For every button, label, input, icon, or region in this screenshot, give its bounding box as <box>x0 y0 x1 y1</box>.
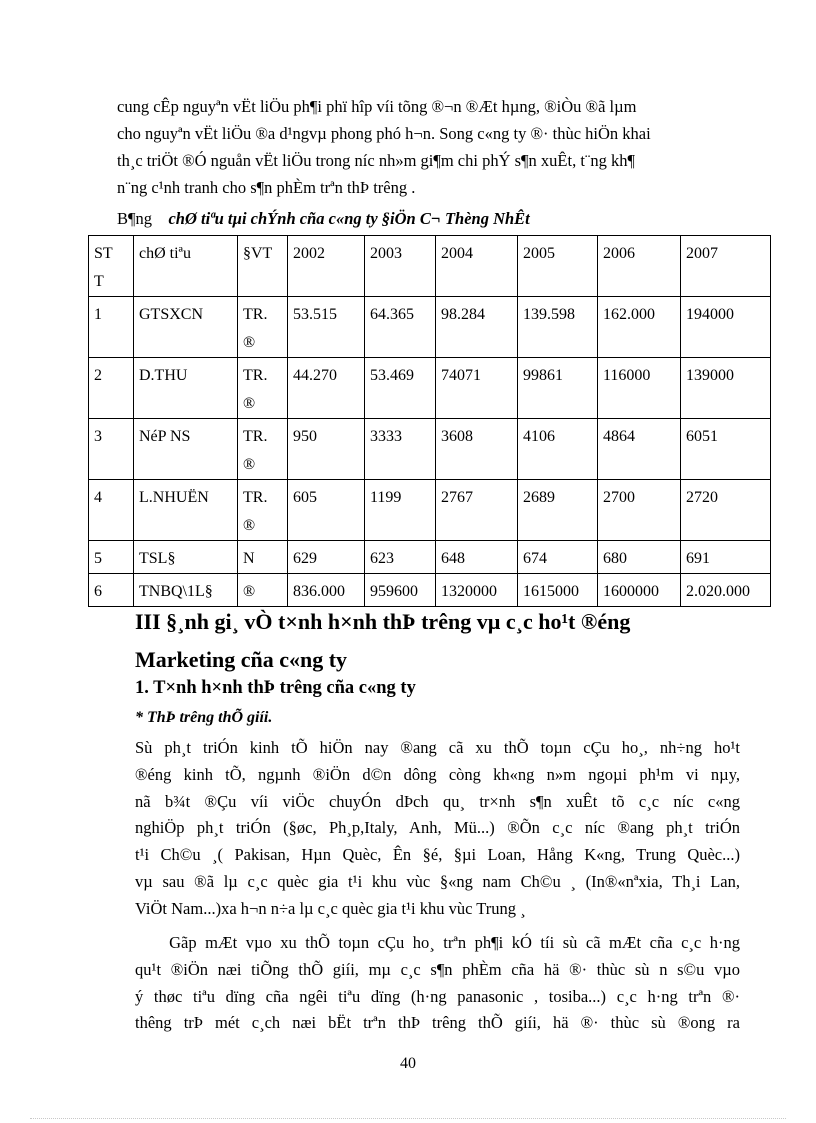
text-line: th¸c triÖt ®Ó nguån vËt liÖu trong níc nh»m gi¶m chi phÝ s¶n xuÊt, t¨ng kh¶ <box>117 151 635 170</box>
table-cell: 53.469 <box>365 358 436 419</box>
table-cell: 2 <box>89 358 134 419</box>
table-cell: 98.284 <box>436 297 518 358</box>
footer-divider <box>30 1118 786 1119</box>
text-line: cung cÊp nguyªn vËt liÖu ph¶i phï hîp víi tõng ®¬n ®Æt hµng, ®iÒu ®ã lµm <box>117 97 637 116</box>
table-cell: 162.000 <box>598 297 681 358</box>
table-cell: 1615000 <box>518 574 598 607</box>
table-cell: 2003 <box>365 236 436 297</box>
section-heading <box>135 603 775 679</box>
table-cell: 2767 <box>436 480 518 541</box>
world-market-paragraph <box>135 735 740 923</box>
section-heading-line: Marketing cña c«ng ty <box>135 647 348 672</box>
table-row <box>89 297 771 358</box>
table-caption <box>117 209 530 229</box>
text-line: Sù ph¸t triÓn kinh tÕ hiÖn nay ®ang cã xu thÕ toµn cÇu ho¸, nh÷ng ho¹t <box>135 738 740 757</box>
table-cell: TR. ® <box>238 480 288 541</box>
table-cell: TR. ® <box>238 297 288 358</box>
text-line: t¹i Ch©u ¸( Pakisan, Hµn Quèc, Ên §é, §µi Loan, Hång K«ng, Trung Quèc...) <box>135 845 740 865</box>
table-cell: 648 <box>436 541 518 574</box>
section-heading-line: III §¸nh gi¸ vÒ t×nh h×nh thÞ trêng vµ c¸c ho¹t ®éng <box>135 609 631 634</box>
financial-indicators-table <box>88 235 771 607</box>
table-cell: 53.515 <box>288 297 365 358</box>
table-cell: 2005 <box>518 236 598 297</box>
table-cell: 623 <box>365 541 436 574</box>
table-cell: 959600 <box>365 574 436 607</box>
table-cell: ST T <box>89 236 134 297</box>
text-line: vµ sau ®ã lµ c¸c quèc gia t¹i khu vùc §«ng nam Ch©u ¸ (In®«nªxia, Th¸i Lan, <box>135 871 740 891</box>
table-caption-prefix: B¶ng <box>117 209 152 228</box>
table-cell: 1600000 <box>598 574 681 607</box>
text-line: ý thøc tiªu dïng cña ngêi tiªu dïng (h·ng panasonic , tosiba...) c¸c h·ng trªn ®· <box>135 986 740 1006</box>
subheading: 1. T×nh h×nh thÞ trêng cña c«ng ty <box>135 678 416 698</box>
table-cell: 2700 <box>598 480 681 541</box>
table-cell: 64.365 <box>365 297 436 358</box>
table-cell: 629 <box>288 541 365 574</box>
table-cell: 4864 <box>598 419 681 480</box>
table-cell: 2.020.000 <box>681 574 771 607</box>
table-cell: 4 <box>89 480 134 541</box>
table-row <box>89 541 771 574</box>
table-cell: §VT <box>238 236 288 297</box>
table-cell: TR. ® <box>238 358 288 419</box>
subsubheading: * ThÞ trêng thÕ giíi. <box>135 709 273 726</box>
table-caption-title: chØ tiªu tµi chÝnh cña c«ng ty §iÖn C¬ Thèng NhÊt <box>168 209 530 228</box>
table-cell: NéP NS <box>134 419 238 480</box>
table-cell: 1 <box>89 297 134 358</box>
global-brands-paragraph <box>135 930 740 1037</box>
table-cell: 1199 <box>365 480 436 541</box>
page-number: 40 <box>400 1055 416 1072</box>
table-cell: 2720 <box>681 480 771 541</box>
text-line: Gãp mÆt vµo xu thÕ toµn cÇu ho¸ trªn ph¶i kÓ tíi sù cã mÆt cña c¸c h·ng <box>135 933 740 952</box>
text-line: n¨ng c¹nh tranh cho s¶n phÈm trªn thÞ trêng . <box>117 178 416 197</box>
table-cell: 194000 <box>681 297 771 358</box>
table-cell: L.NHUËN <box>134 480 238 541</box>
table-cell: 116000 <box>598 358 681 419</box>
text-line: ®éng kinh tÕ, ngµnh ®iÖn d©n dông còng kh«ng n»m ngoµi ph¹m vi nµy, <box>135 764 740 784</box>
table-cell: 4106 <box>518 419 598 480</box>
table-cell: 950 <box>288 419 365 480</box>
table-cell: 2004 <box>436 236 518 297</box>
table-cell: 836.000 <box>288 574 365 607</box>
text-line: nã b¾t ®Çu víi viÖc chuyÓn dÞch qu¸ tr×nh s¶n xuÊt tõ c¸c níc c«ng <box>135 791 740 811</box>
table-row <box>89 419 771 480</box>
text-line: ViÖt Nam...)xa h¬n n÷a lµ c¸c quèc gia t¹i khu vùc Trung ¸ <box>135 898 526 918</box>
table-row <box>89 574 771 607</box>
table-cell: 3608 <box>436 419 518 480</box>
table-header-row <box>89 236 771 297</box>
table-row <box>89 480 771 541</box>
table-cell: 139.598 <box>518 297 598 358</box>
table-cell: 2002 <box>288 236 365 297</box>
text-line: qu¹t ®iÖn næi tiÕng thÕ giíi, mµ c¸c s¶n phÈm cña hä ®· thùc sù n s©u vµo <box>135 959 740 979</box>
table-cell: 99861 <box>518 358 598 419</box>
table-body <box>89 236 771 607</box>
table-cell: 6051 <box>681 419 771 480</box>
table-cell: 1320000 <box>436 574 518 607</box>
intro-paragraph <box>117 93 767 201</box>
table-cell: 74071 <box>436 358 518 419</box>
table-cell: 44.270 <box>288 358 365 419</box>
table-cell: 3333 <box>365 419 436 480</box>
table-cell: 691 <box>681 541 771 574</box>
table-cell: 2689 <box>518 480 598 541</box>
table-cell: 139000 <box>681 358 771 419</box>
table-cell: TNBQ\1L§ <box>134 574 238 607</box>
table-cell: 2006 <box>598 236 681 297</box>
table-cell: chØ tiªu <box>134 236 238 297</box>
table-cell: 680 <box>598 541 681 574</box>
table-cell: 6 <box>89 574 134 607</box>
table-cell: 674 <box>518 541 598 574</box>
table-cell: TR. ® <box>238 419 288 480</box>
table-cell: 605 <box>288 480 365 541</box>
table-cell: TSL§ <box>134 541 238 574</box>
text-line: thêng trÞ mét c¸ch næi bËt trªn thÞ trêng thÕ giíi, hä ®· thùc sù ®ong ra <box>135 1013 740 1033</box>
text-line: nghiÖp ph¸t triÓn (§øc, Ph¸p,Italy, Anh, Mü...) ®Õn c¸c níc ®ang ph¸t triÓn <box>135 818 740 838</box>
table-cell: N <box>238 541 288 574</box>
table-row <box>89 358 771 419</box>
text-line: cho nguyªn vËt liÖu ®a d¹ngvµ phong phó h¬n. Song c«ng ty ®· thùc hiÖn khai <box>117 124 651 143</box>
table-cell: 2007 <box>681 236 771 297</box>
table-cell: ® <box>238 574 288 607</box>
table-cell: GTSXCN <box>134 297 238 358</box>
table-cell: 5 <box>89 541 134 574</box>
table-cell: 3 <box>89 419 134 480</box>
table-cell: D.THU <box>134 358 238 419</box>
